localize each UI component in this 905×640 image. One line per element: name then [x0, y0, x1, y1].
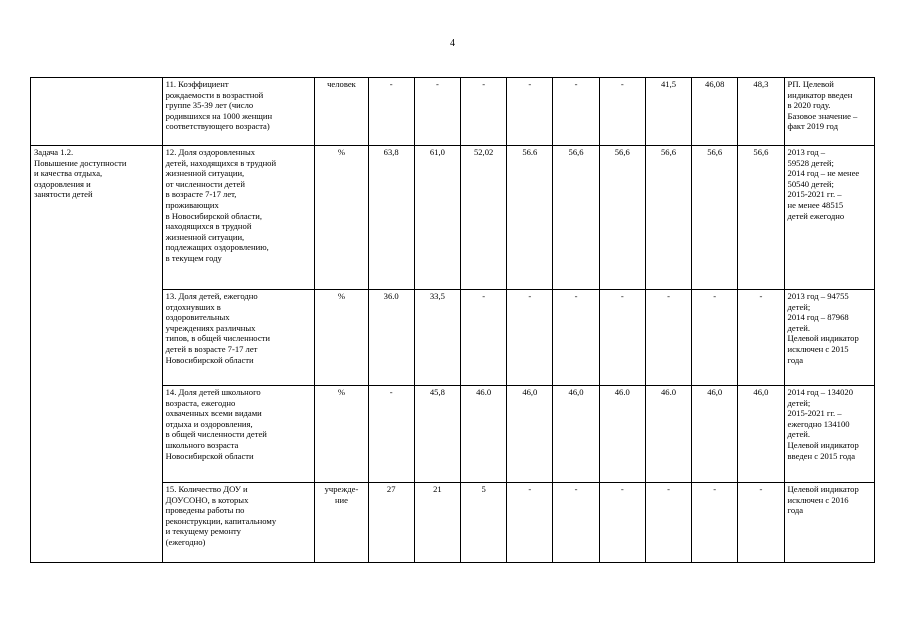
unit-cell: %	[315, 146, 368, 290]
value-cell: 21	[414, 483, 460, 563]
value-cell: -	[553, 290, 599, 386]
value-cell: 56.6	[507, 146, 553, 290]
value-cell: 5	[461, 483, 507, 563]
unit-cell: %	[315, 290, 368, 386]
task-cell	[31, 78, 163, 146]
value-cell: 61,0	[414, 146, 460, 290]
value-cell: -	[368, 78, 414, 146]
value-cell: 56,6	[645, 146, 691, 290]
value-cell: 46.0	[599, 386, 645, 483]
note-cell: 2014 год – 134020 детей; 2015-2021 гг. – ежегодно 134100 детей. Целевой индикатор введен с 2015 года	[784, 386, 874, 483]
value-cell: 56,6	[692, 146, 738, 290]
unit-cell: %	[315, 386, 368, 483]
value-cell: -	[553, 78, 599, 146]
indicator-cell: 11. Коэффициент рождаемости в возрастной группе 35-39 лет (число родившихся на 1000 женщин соответствующего возраста)	[162, 78, 315, 146]
value-cell: 56,6	[599, 146, 645, 290]
value-cell: -	[692, 483, 738, 563]
table-row	[31, 146, 875, 290]
value-cell: -	[599, 78, 645, 146]
value-cell: 52,02	[461, 146, 507, 290]
value-cell: -	[414, 78, 460, 146]
value-cell: -	[599, 290, 645, 386]
value-cell: 46,0	[507, 386, 553, 483]
value-cell: 36.0	[368, 290, 414, 386]
value-cell: 46,08	[692, 78, 738, 146]
note-cell: 2013 год – 59528 детей; 2014 год – не менее 50540 детей; 2015-2021 гг. – не менее 48515 детей ежегодно	[784, 146, 874, 290]
value-cell: -	[461, 78, 507, 146]
value-cell: -	[507, 78, 553, 146]
indicator-cell: 13. Доля детей, ежегодно отдохнувших в оздоровительных учреждениях различных типов, в общей численности детей в возрасте 7-17 лет Новосибирской области	[162, 290, 315, 386]
value-cell: -	[645, 483, 691, 563]
note-cell: РП. Целевой индикатор введен в 2020 году. Базовое значение – факт 2019 год	[784, 78, 874, 146]
value-cell: -	[738, 290, 784, 386]
value-cell: 45,8	[414, 386, 460, 483]
value-cell: -	[553, 483, 599, 563]
value-cell: 46,0	[738, 386, 784, 483]
value-cell: -	[738, 483, 784, 563]
note-cell: 2013 год – 94755 детей; 2014 год – 87968 детей. Целевой индикатор исключен с 2015 года	[784, 290, 874, 386]
value-cell: -	[645, 290, 691, 386]
value-cell: -	[507, 483, 553, 563]
value-cell: 56,6	[553, 146, 599, 290]
indicators-table	[30, 77, 875, 563]
note-cell: Целевой индикатор исключен с 2016 года	[784, 483, 874, 563]
unit-cell: учрежде- ние	[315, 483, 368, 563]
indicator-cell: 15. Количество ДОУ и ДОУСОНО, в которых проведены работы по реконструкции, капитальному и текущему ремонту (ежегодно)	[162, 483, 315, 563]
value-cell: 41,5	[645, 78, 691, 146]
value-cell: -	[368, 386, 414, 483]
indicator-cell: 14. Доля детей школьного возраста, ежегодно охваченных всеми видами отдыха и оздоровления, в общей численности детей школьного возраста Новосибирской области	[162, 386, 315, 483]
indicator-cell: 12. Доля оздоровленных детей, находящихся в трудной жизненной ситуации, от численности детей в возрасте 7-17 лет, проживающих в Новосибирской области, находящихся в трудной жизненной ситуации, подлежащих оздоровлению, в текущем году	[162, 146, 315, 290]
unit-cell: человек	[315, 78, 368, 146]
value-cell: 27	[368, 483, 414, 563]
task-cell: Задача 1.2. Повышение доступности и качества отдыха, оздоровления и занятости детей	[31, 146, 163, 563]
value-cell: -	[692, 290, 738, 386]
value-cell: 46,0	[692, 386, 738, 483]
value-cell: 48,3	[738, 78, 784, 146]
value-cell: -	[599, 483, 645, 563]
value-cell: 56,6	[738, 146, 784, 290]
page-number: 4	[450, 38, 455, 49]
value-cell: 33,5	[414, 290, 460, 386]
value-cell: 46.0	[645, 386, 691, 483]
value-cell: -	[461, 290, 507, 386]
value-cell: 63,8	[368, 146, 414, 290]
value-cell: 46,0	[553, 386, 599, 483]
value-cell: -	[507, 290, 553, 386]
value-cell: 46.0	[461, 386, 507, 483]
table-row	[31, 78, 875, 146]
